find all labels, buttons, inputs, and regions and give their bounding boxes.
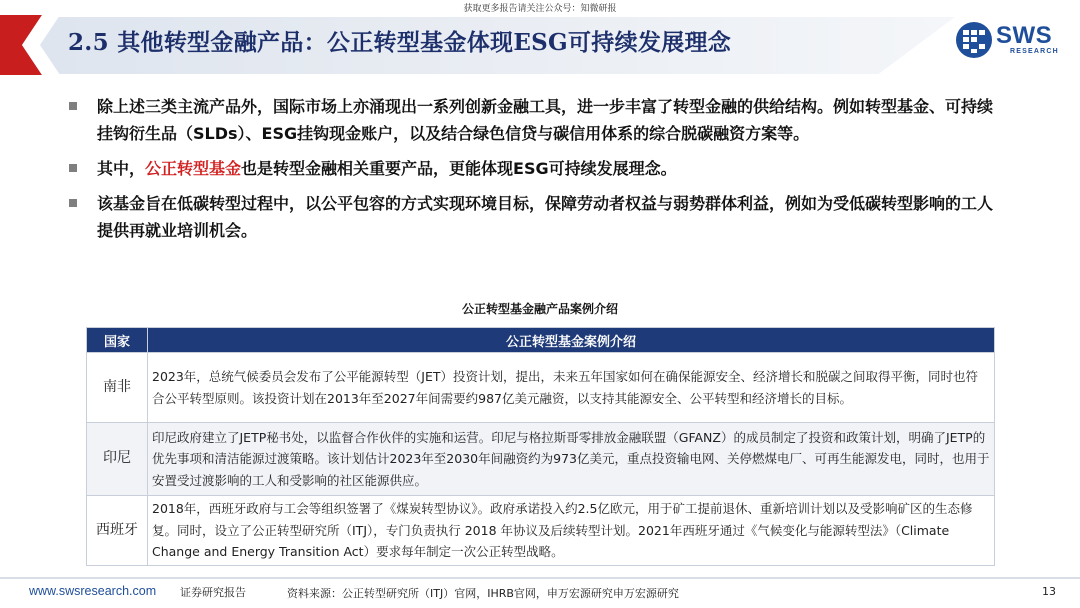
bullet-item bbox=[67, 93, 1007, 147]
column-header-description: 公正转型基金案例介绍 bbox=[148, 328, 995, 353]
bullet-item bbox=[67, 155, 1007, 182]
square-bullet-icon bbox=[69, 164, 77, 172]
table-header-row bbox=[87, 328, 995, 353]
bullet-highlight: 公正转型基金 bbox=[145, 159, 242, 178]
square-bullet-icon bbox=[69, 102, 77, 110]
logo-wordmark: SWS bbox=[996, 21, 1053, 49]
description-cell: 印尼政府建立了JETP秘书处，以监督合作伙伴的实施和运营。印尼与格拉斯哥零排放金融联盟（GFANZ）的成员制定了投资和政策计划，明确了JETP的优先事项和清洁能源过渡策略。该计划估计2023年至2030年间融资约为973亿美元，重点投资输电网、关停燃煤电厂、可再生能源发电，同时，也用于安置受过渡影响的工人和受影响的社区能源供应。 bbox=[148, 423, 995, 496]
page-number: 13 bbox=[1042, 585, 1056, 598]
bullet-text-post: 也是转型金融相关重要产品，更能体现ESG可持续发展理念。 bbox=[241, 159, 677, 178]
table-row bbox=[87, 423, 995, 496]
country-cell: 印尼 bbox=[87, 423, 148, 496]
footer-source: 资料来源：公正转型研究所（ITJ）官网，IHRB官网，申万宏源研究申万宏源研究 bbox=[287, 587, 679, 600]
watermark-text: 获取更多报告请关注公众号：知微研报 bbox=[463, 4, 617, 14]
country-cell: 西班牙 bbox=[87, 496, 148, 566]
footer-divider bbox=[0, 577, 1080, 579]
bullet-text: 该基金旨在低碳转型过程中，以公平包容的方式实现环境目标，保障劳动者权益与弱势群体利益，例如为受低碳转型影响的工人提供再就业培训机会。 bbox=[97, 194, 994, 240]
country-cell: 南非 bbox=[87, 353, 148, 423]
sws-logo-mark-icon bbox=[955, 21, 993, 59]
header-red-chevron-icon bbox=[0, 15, 60, 75]
cases-table bbox=[86, 327, 995, 566]
table-row bbox=[87, 353, 995, 423]
column-header-country: 国家 bbox=[87, 328, 148, 353]
bullet-text: 除上述三类主流产品外，国际市场上亦涌现出一系列创新金融工具，进一步丰富了转型金融的供给结构。例如转型基金、可持续挂钩衍生品（SLDs）、ESG挂钩现金账户，以及结合绿色信贷与碳信用体系的综合脱碳融资方案等。 bbox=[97, 97, 994, 143]
bullet-item bbox=[67, 190, 1007, 244]
table-row bbox=[87, 496, 995, 566]
sws-logo bbox=[955, 19, 1060, 61]
bullet-list bbox=[67, 93, 1007, 252]
footer-report-type: 证券研究报告 bbox=[180, 586, 246, 599]
description-cell: 2023年，总统气候委员会发布了公平能源转型（JET）投资计划，提出，未来五年国家如何在确保能源安全、经济增长和脱碳之间取得平衡，同时也符合公平转型原则。该投资计划在2013年至2027年间需要约987亿美元融资，以支持其能源安全、公平转型和经济增长的目标。 bbox=[148, 353, 995, 423]
logo-subtitle: RESEARCH bbox=[1010, 47, 1059, 55]
footer-website-link[interactable]: www.swsresearch.com bbox=[29, 584, 157, 598]
description-cell: 2018年，西班牙政府与工会等组织签署了《煤炭转型协议》。政府承诺投入约2.5亿欧元，用于矿工提前退休、重新培训计划以及受影响矿区的生态修复。同时，设立了公正转型研究所（ITJ），专门负责执行 2018 年协议及后续转型计划。2021年西班牙通过《气候变化与能源转型法》（Climate Change and Energy Transition Act）要求每年制定一次公正转型战略。 bbox=[148, 496, 995, 566]
square-bullet-icon bbox=[69, 199, 77, 207]
bullet-text-pre: 其中， bbox=[97, 159, 146, 178]
page-title: 2.5 其他转型金融产品：公正转型基金体现ESG可持续发展理念 bbox=[68, 29, 732, 56]
table-title: 公正转型基金融产品案例介绍 bbox=[461, 302, 618, 316]
